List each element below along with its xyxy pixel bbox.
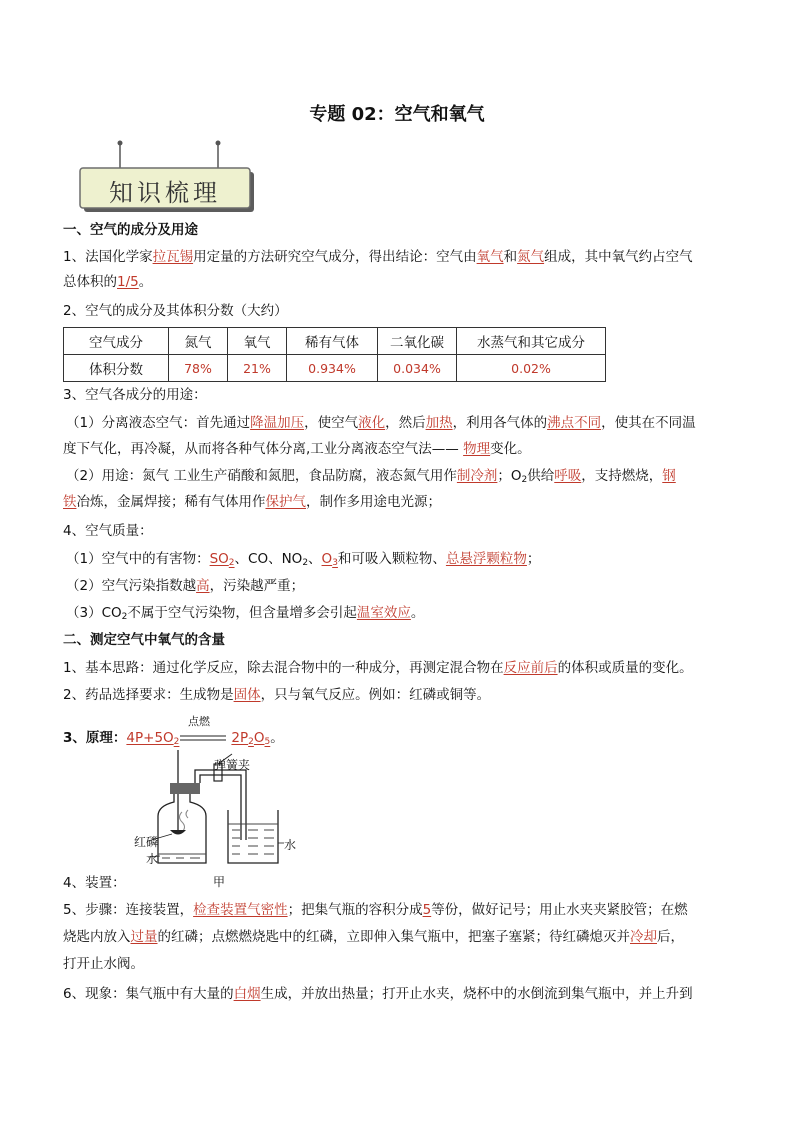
table-cell: 水蒸气和其它成分	[457, 328, 606, 355]
para-1-3-1: （1）分离液态空气：首先通过降温加压，使空气液化，然后加热，利用各气体的沸点不同，使其在不同温	[66, 415, 696, 431]
table-cell: 二氧化碳	[378, 328, 457, 355]
table-cell: 0.034%	[378, 355, 457, 382]
para-2-5-cont2: 打开止水阀。	[63, 956, 144, 972]
para-2-6: 6、现象：集气瓶中有大量的白烟生成，并放出热量；打开止水夹，烧杯中的水倒流到集气瓶中，并上升到	[63, 986, 693, 1002]
table-cell: 78%	[169, 355, 228, 382]
table-cell: 稀有气体	[287, 328, 378, 355]
table-row	[64, 355, 606, 382]
para-1-4-1: （1）空气中的有害物：$SO_2$、CO、$NO_2$、$O_3$和可吸入颗粒物、总悬浮颗粒物；	[66, 551, 541, 568]
para-2-1: 1、基本思路：通过化学反应，除去混合物中的一种成分，再测定混合物在反应前后的体积或质量的变化。	[63, 660, 693, 676]
table-cell: 体积分数	[64, 355, 169, 382]
reaction-equals	[180, 734, 228, 742]
table-cell: 21%	[228, 355, 287, 382]
reaction-condition: 点燃	[188, 715, 210, 728]
label-water-right: 水	[284, 838, 297, 852]
page-title: 专题 02：空气和氧气	[309, 104, 485, 125]
diagram-caption: 甲	[213, 875, 226, 889]
label-clamp: 弹簧夹	[214, 758, 251, 772]
para-1-3-2-cont: 铁冶炼，金属焊接；稀有气体用作保护气，制作多用途电光源；	[63, 494, 441, 510]
para-2-5: 5、步骤：连接装置，检查装置气密性；把集气瓶的容积分成5等份，做好记号；用止水夹夹紧胶管；在燃	[63, 902, 688, 918]
para-1-4: 4、空气质量：	[63, 523, 153, 539]
table-cell: 0.02%	[457, 355, 606, 382]
para-1-3-2: （2）用途：氮气 工业生产硝酸和氮肥，食品防腐，液态氮气用作制冷剂；$O_2$供给呼吸，支持燃烧，钢	[66, 468, 676, 485]
table-cell: 0.934%	[287, 355, 378, 382]
section-1-heading: 一、空气的成分及用途	[63, 222, 198, 238]
composition-table	[63, 327, 606, 382]
label-water-left: 水	[146, 852, 159, 866]
para-2-2: 2、药品选择要求：生成物是固体，只与氧气反应。例如：红磷或铜等。	[63, 687, 491, 703]
table-header-row	[64, 328, 606, 355]
para-2-3: 3、原理：$4P+5O_2$ $2P_2O_5$。	[63, 730, 284, 747]
para-1-3: 3、空气各成分的用途：	[63, 387, 207, 403]
para-1-1: 1、法国化学家拉瓦锡用定量的方法研究空气成分，得出结论：空气由氧气和氮气组成，其中氧气约占空气	[63, 249, 693, 265]
table-cell: 氧气	[228, 328, 287, 355]
para-1-2: 2、空气的成分及其体积分数（大约）	[63, 303, 288, 319]
banner-text: 知识梳理	[109, 179, 221, 207]
para-1-3-1-cont: 度下气化，再冷凝，从而将各种气体分离,工业分离液态空气法—— 物理变化。	[63, 441, 531, 457]
table-cell: 空气成分	[64, 328, 169, 355]
para-2-5-cont: 烧匙内放入过量的红磷；点燃燃烧匙中的红磷，立即伸入集气瓶中，把塞子塞紧；待红磷熄灭并冷却后，	[63, 929, 684, 945]
label-red-phosphorus: 红磷	[134, 835, 159, 849]
para-2-4: 4、装置：	[63, 875, 126, 891]
table-cell: 氮气	[169, 328, 228, 355]
para-1-4-3: $(3)CO_2$不属于空气污染物，但含量增多会引起温室效应。	[66, 605, 425, 622]
para-1-4-2: （2）空气污染指数越高，污染越严重；	[66, 578, 305, 594]
section-2-heading: 二、测定空气中氧气的含量	[63, 632, 225, 648]
para-1-1-cont: 总体积的1/5。	[63, 274, 153, 290]
